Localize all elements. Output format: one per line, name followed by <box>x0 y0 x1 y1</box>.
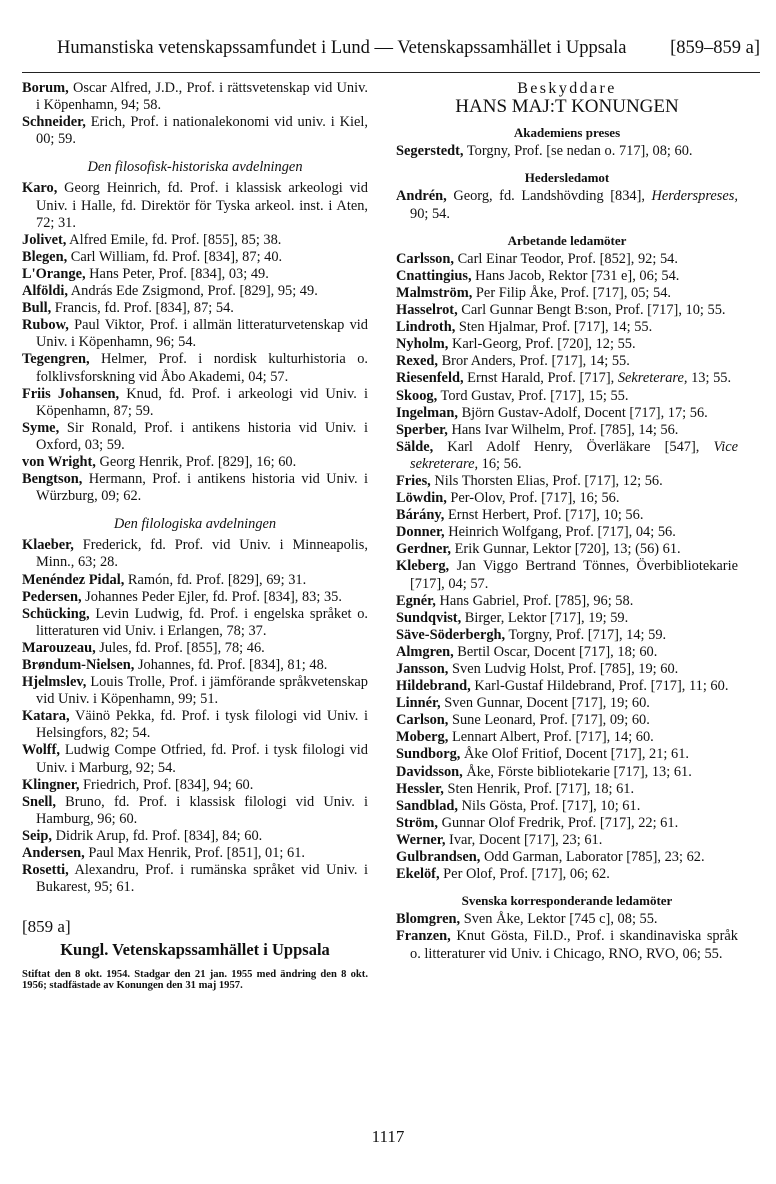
entry-details: Karl-Georg, Prof. [720], 12; 55. <box>448 336 636 353</box>
entry-details: Nils Thorsten Elias, Prof. [717], 12; 56. <box>430 472 663 489</box>
entry-details: Sven Åke, Lektor [745 c], 08; 55. <box>460 911 658 928</box>
directory-entry <box>396 251 738 268</box>
entry-details: Karl-Gustaf Hildebrand, Prof. [717], 11; 60. <box>470 678 729 695</box>
entry-details: Louis Trolle, Prof. i jämförande språkvetenskap vid Univ. i Köpenhamn, 99; 51. <box>36 674 368 708</box>
directory-entry <box>396 593 738 610</box>
directory-entry <box>396 302 738 319</box>
honorary-heading: Hedersledamot <box>524 170 610 186</box>
directory-entry <box>396 473 738 490</box>
entries-group <box>22 537 368 896</box>
directory-entry <box>22 862 368 896</box>
directory-entry <box>396 143 738 160</box>
entry-details: Knud, fd. Prof. i arkeologi vid Univ. i Köpenhamn, 87; 59. <box>36 385 368 419</box>
directory-entry <box>22 708 368 742</box>
entry-surname: Bengtson, <box>22 471 83 488</box>
entry-surname: Menéndez Pidal, <box>22 571 125 588</box>
directory-entry <box>396 911 738 928</box>
entries-group <box>22 80 368 148</box>
entry-details: Carl Einar Teodor, Prof. [852], 92; 54. <box>453 250 678 267</box>
entry-details: Alfred Emile, fd. Prof. [855], 85; 38. <box>66 231 282 248</box>
entry-details: Johannes, fd. Prof. [834], 81; 48. <box>134 657 328 673</box>
entry-details: Hans Ivar Wilhelm, Prof. [785], 14; 56. <box>447 421 679 438</box>
directory-entry <box>22 317 368 351</box>
entry-surname: Hasselrot, <box>396 302 458 319</box>
entry-surname: Klingner, <box>22 776 80 793</box>
entry-surname: Lindroth, <box>396 319 456 336</box>
entry-details: Sten Henrik, Prof. [717], 18; 61. <box>443 780 635 797</box>
directory-entry <box>396 627 738 644</box>
entry-details: Jan Viggo Bertrand Tönnes, Överbibliotekarie [717], 04; 57. <box>410 558 738 592</box>
header-rule <box>22 72 760 73</box>
entry-details: Heinrich Wolfgang, Prof. [717], 04; 56. <box>444 524 676 541</box>
protector-name: HANS MAJ:T KONUNGEN <box>455 96 679 118</box>
directory-entry <box>22 232 368 249</box>
directory-entry <box>22 606 368 640</box>
entry-details: Oscar Alfred, J.D., Prof. i rättsvetenskap vid Univ. i Köpenhamn, 94; 58. <box>36 80 368 114</box>
entry-surname: Seip, <box>22 827 52 844</box>
section-heading-philosophy-history: Den filosofisk-historiska avdelningen <box>87 159 303 176</box>
entry-details: Alexandru, Prof. i rumänska språket vid Univ. i Bukarest, 95; 61. <box>36 862 368 896</box>
entry-surname: Blomgren, <box>396 911 461 928</box>
entry-details: Per Filip Åke, Prof. [717], 05; 54. <box>472 284 671 301</box>
entry-surname: Hessler, <box>396 780 444 797</box>
entry-surname: Hildebrand, <box>396 678 471 695</box>
entry-details: Georg, fd. Landshövding [834], <box>446 188 652 205</box>
directory-entry <box>22 420 368 454</box>
entry-surname: Karo, <box>22 180 58 197</box>
entry-surname: Werner, <box>396 831 446 848</box>
entry-details: Gunnar Olof Fredrik, Prof. [717], 22; 61. <box>437 814 679 831</box>
entry-details: Bertil Oscar, Docent [717], 18; 60. <box>453 643 658 660</box>
entry-surname: Tegengren, <box>22 351 90 368</box>
entry-details: Ernst Herbert, Prof. [717], 10; 56. <box>444 507 644 524</box>
entry-details: Sune Leonard, Prof. [717], 09; 60. <box>448 712 650 729</box>
entry-details: Ludwig Compe Otfried, fd. Prof. i tysk filologi vid Univ. i Marburg, 92; 54. <box>36 742 368 776</box>
institution-title: Kungl. Vetenskapssamhället i Uppsala <box>60 940 330 960</box>
directory-entry <box>22 640 368 657</box>
entry-surname: Schneider, <box>22 114 86 131</box>
entry-details: Friedrich, Prof. [834], 94; 60. <box>79 776 254 793</box>
entry-surname: Cnattingius, <box>396 267 472 284</box>
entry-surname: Ström, <box>396 814 438 831</box>
directory-entry <box>396 370 738 387</box>
entry-surname: Carlsson, <box>396 250 454 267</box>
directory-entry <box>396 661 738 678</box>
directory-entry <box>396 746 738 763</box>
entry-surname: Ekelöf, <box>396 866 440 883</box>
entry-surname: Katara, <box>22 708 70 725</box>
entry-surname: Fries, <box>396 472 431 489</box>
directory-entry <box>22 794 368 828</box>
entry-details: Didrik Arup, fd. Prof. [834], 84; 60. <box>52 827 263 844</box>
entry-details: Sten Hjalmar, Prof. [717], 14; 55. <box>455 319 653 336</box>
entry-details: Helmer, Prof. i nordisk kulturhistoria o. folklivsforskning vid Åbo Akademi, 04; 57. <box>36 351 368 385</box>
directory-entry <box>396 610 738 627</box>
working-members-heading: Arbetande ledamöter <box>507 232 627 248</box>
directory-entry <box>396 319 738 336</box>
entry-details: Sven Gunnar, Docent [717], 19; 60. <box>440 695 650 712</box>
entry-surname: Alföldi, <box>22 283 68 300</box>
directory-entry <box>396 729 738 746</box>
entry-details: Georg Henrik, Prof. [829], 16; 60. <box>95 453 297 470</box>
directory-entry <box>396 558 738 592</box>
directory-entry <box>22 300 368 317</box>
directory-entry <box>396 388 738 405</box>
entry-details: Väinö Pekka, fd. Prof. i tysk filologi vid Univ. i Helsingfors, 82; 54. <box>36 708 368 742</box>
entry-surname: Säve-Söderbergh, <box>396 626 506 643</box>
entry-details: Nils Gösta, Prof. [717], 10; 61. <box>458 797 641 814</box>
entry-details: Georg Heinrich, fd. Prof. i klassisk arkeologi vid Univ. i Halle, fd. Direktör för Tyska arkeol. inst. i Aten, 72; 31. <box>36 180 368 231</box>
protector-label: Beskyddare <box>517 80 617 97</box>
directory-entry <box>396 815 738 832</box>
directory-entry <box>396 866 738 883</box>
entry-surname: Löwdin, <box>396 490 447 507</box>
entry-surname: Hjelmslev, <box>22 674 87 691</box>
entry-details: Carl William, fd. Prof. [834], 87; 40. <box>67 248 283 265</box>
directory-entry <box>396 798 738 815</box>
entry-surname: Davidsson, <box>396 763 463 780</box>
entry-details: Frederick, fd. Prof. vid Univ. i Minneapolis, Minn., 63; 28. <box>36 537 368 571</box>
entry-details: Ivar, Docent [717], 23; 61. <box>445 831 603 848</box>
entry-details: Åke, Förste bibliotekarie [717], 13; 61. <box>462 763 692 780</box>
entry-surname: Jolivet, <box>22 231 67 248</box>
entry-surname: Bull, <box>22 300 52 317</box>
entry-surname: Sundborg, <box>396 746 461 763</box>
directory-entry <box>396 781 738 798</box>
directory-entry <box>396 439 738 473</box>
entry-surname: Riesenfeld, <box>396 370 464 387</box>
entry-surname: Sperber, <box>396 421 448 438</box>
entry-surname: Pedersen, <box>22 588 82 605</box>
directory-entry <box>396 490 738 507</box>
entry-details: Carl Gunnar Bengt B:son, Prof. [717], 10; 55. <box>457 302 726 319</box>
entry-surname: Blegen, <box>22 248 68 265</box>
entry-details: Odd Garman, Laborator [785], 23; 62. <box>480 849 705 866</box>
entry-years: 13; 55. <box>687 370 732 387</box>
entry-details: Ramón, fd. Prof. [829], 69; 31. <box>124 571 307 588</box>
directory-entry <box>396 353 738 370</box>
entry-details: Per Olof, Prof. [717], 06; 62. <box>439 866 610 883</box>
directory-entry <box>396 695 738 712</box>
entry-details: Per-Olov, Prof. [717], 16; 56. <box>446 490 620 507</box>
entry-surname: L'Orange, <box>22 265 86 282</box>
entries-group <box>396 143 738 160</box>
entry-details: Paul Max Henrik, Prof. [851], 01; 61. <box>84 845 305 862</box>
entry-surname: Syme, <box>22 419 60 436</box>
directory-entry <box>396 541 738 558</box>
directory-entry <box>22 283 368 300</box>
directory-entry <box>396 422 738 439</box>
entry-surname: Rosetti, <box>22 862 69 879</box>
directory-entry <box>396 712 738 729</box>
directory-entry <box>22 180 368 231</box>
entry-surname: Egnér, <box>396 592 436 609</box>
entry-years: 90; 54. <box>410 205 450 222</box>
directory-entry <box>396 928 738 962</box>
entry-surname: Kleberg, <box>396 558 450 575</box>
entry-surname: Sundqvist, <box>396 609 462 626</box>
directory-entry <box>22 845 368 862</box>
entry-role: Herderspreses, <box>651 188 738 205</box>
entry-surname: Marouzeau, <box>22 639 96 656</box>
entry-surname: Almgren, <box>396 643 454 660</box>
directory-entry <box>22 572 368 589</box>
founding-note: Stiftat den 8 okt. 1954. Stadgar den 21 jan. 1955 med ändring den 8 okt. 1956; stadfästade av Konungen den 31 maj 1957. <box>22 968 368 991</box>
directory-entry <box>396 268 738 285</box>
directory-entry <box>396 644 738 661</box>
entry-details: Bror Anders, Prof. [717], 14; 55. <box>437 353 630 370</box>
section-heading-philology: Den filologiska avdelningen <box>113 516 277 533</box>
entry-surname: Moberg, <box>396 729 449 746</box>
entries-group <box>396 251 738 883</box>
entry-details: Johannes Peder Ejler, fd. Prof. [834], 83; 35. <box>81 588 342 605</box>
directory-entry <box>22 657 368 674</box>
entry-surname: Linnér, <box>396 695 441 712</box>
entries-group <box>396 188 738 222</box>
header-title: Humanstiska vetenskapssamfundet i Lund — Vetenskapssamhället i Uppsala <box>57 38 627 58</box>
entry-years: 16; 56. <box>478 455 522 472</box>
directory-entry <box>396 507 738 524</box>
directory-entry <box>396 832 738 849</box>
entry-surname: Malmström, <box>396 284 473 301</box>
entries-group <box>22 180 368 505</box>
directory-entry <box>396 336 738 353</box>
directory-entry <box>396 285 738 302</box>
entry-details: Sven Ludvig Holst, Prof. [785], 19; 60. <box>448 661 679 677</box>
directory-entry <box>396 188 738 222</box>
directory-entry <box>22 674 368 708</box>
directory-entry <box>22 589 368 606</box>
entry-details: Lennart Albert, Prof. [717], 14; 60. <box>448 729 654 746</box>
directory-entry <box>22 742 368 776</box>
entry-surname: Andersen, <box>22 845 85 862</box>
entry-surname: Skoog, <box>396 387 438 404</box>
entry-details: Tord Gustav, Prof. [717], 15; 55. <box>437 387 629 404</box>
entry-details: Hans Gabriel, Prof. [785], 96; 58. <box>435 592 634 609</box>
entry-surname: Gulbrandsen, <box>396 849 481 866</box>
entry-surname: Donner, <box>396 524 445 541</box>
entries-group <box>396 911 738 962</box>
entry-surname: Klaeber, <box>22 537 74 554</box>
entry-details: Levin Ludwig, fd. Prof. i engelska språket o. litteraturen vid Univ. i Erlangen, 78; 37. <box>36 605 368 639</box>
entry-details: Björn Gustav-Adolf, Docent [717], 17; 56. <box>457 404 708 421</box>
entry-surname: Andrén, <box>396 188 447 205</box>
entry-surname: Gerdner, <box>396 541 452 558</box>
directory-entry <box>396 405 738 422</box>
entry-surname: Rubow, <box>22 317 69 334</box>
entry-details: Karl Adolf Henry, Överläkare [547], <box>433 438 714 455</box>
entry-surname: Ingelman, <box>396 404 458 421</box>
entry-surname: Segerstedt, <box>396 143 464 160</box>
entry-details: Torgny, Prof. [717], 14; 59. <box>505 626 667 643</box>
entry-details: Paul Viktor, Prof. i allmän litteraturvetenskap vid Univ. i Köpenhamn, 96; 54. <box>36 317 368 351</box>
entry-details: Erich, Prof. i nationalekonomi vid univ. i Kiel, 00; 59. <box>36 114 368 148</box>
entry-surname: Nyholm, <box>396 336 449 353</box>
entry-details: Ernst Harald, Prof. [717], <box>463 370 618 387</box>
directory-entry <box>22 351 368 385</box>
directory-entry <box>22 249 368 266</box>
entry-surname: Wolff, <box>22 742 60 759</box>
entry-surname: Rexed, <box>396 353 438 370</box>
entry-surname: Schücking, <box>22 605 90 622</box>
directory-entry <box>396 764 738 781</box>
directory-entry <box>22 537 368 571</box>
entry-surname: Carlson, <box>396 712 449 729</box>
entry-details: Hans Peter, Prof. [834], 03; 49. <box>85 265 269 282</box>
entry-surname: Borum, <box>22 80 69 96</box>
entry-details: Torgny, Prof. [se nedan o. 717], 08; 60. <box>463 143 693 160</box>
entry-surname: Snell, <box>22 793 56 810</box>
left-column <box>22 80 368 992</box>
directory-entry <box>396 678 738 695</box>
entry-surname: Friis Johansen, <box>22 385 120 402</box>
entry-details: Knut Gösta, Fil.D., Prof. i skandinaviska språk o. litteraturer vid Univ. i Chicago, RNO, RVO, 06; 55. <box>410 928 738 962</box>
preses-heading: Akademiens preses <box>513 125 621 141</box>
directory-entry <box>22 454 368 471</box>
entry-surname: Jansson, <box>396 661 449 677</box>
entry-details: Francis, fd. Prof. [834], 87; 54. <box>51 300 234 317</box>
entry-surname: Franzen, <box>396 928 451 945</box>
directory-entry <box>22 471 368 505</box>
directory-entry <box>22 777 368 794</box>
entry-surname: Brøndum-Nielsen, <box>22 657 135 673</box>
entry-details: Jules, fd. Prof. [855], 78; 46. <box>95 639 265 656</box>
entry-details: Birger, Lektor [717], 19; 59. <box>461 609 629 626</box>
entry-surname: Bárány, <box>396 507 445 524</box>
directory-entry <box>22 828 368 845</box>
entry-surname: Sandblad, <box>396 797 459 814</box>
entry-surname: von Wright, <box>22 453 96 470</box>
entry-details: Åke Olof Fritiof, Docent [717], 21; 61. <box>460 746 690 763</box>
entry-details: András Ede Zsigmond, Prof. [829], 95; 49. <box>67 283 318 300</box>
directory-entry <box>22 114 368 148</box>
entry-role: Sekreterare, <box>617 370 688 387</box>
entry-role: Vice sekreterare, <box>410 438 738 472</box>
directory-entry <box>22 80 368 114</box>
directory-entry <box>22 386 368 420</box>
entry-details: Hans Jacob, Rektor [731 e], 06; 54. <box>471 267 680 284</box>
directory-entry <box>396 524 738 541</box>
right-column <box>396 80 738 963</box>
header-range: [859–859 a] <box>670 38 760 58</box>
corresponding-members-heading: Svenska korresponderande ledamöter <box>461 893 673 909</box>
page-number: 1117 <box>371 1127 405 1146</box>
entry-details: Sir Ronald, Prof. i antikens historia vid Univ. i Oxford, 03; 59. <box>36 419 368 453</box>
entry-details: Erik Gunnar, Lektor [720], 13; (56) 61. <box>451 541 681 558</box>
directory-entry <box>396 849 738 866</box>
entry-surname: Sälde, <box>396 438 434 455</box>
entry-details: Hermann, Prof. i antikens historia vid Univ. i Würzburg, 09; 62. <box>36 471 368 505</box>
section-number: [859 a] <box>22 917 71 937</box>
entry-details: Bruno, fd. Prof. i klassisk filologi vid Univ. i Hamburg, 96; 60. <box>36 793 368 827</box>
directory-entry <box>22 266 368 283</box>
